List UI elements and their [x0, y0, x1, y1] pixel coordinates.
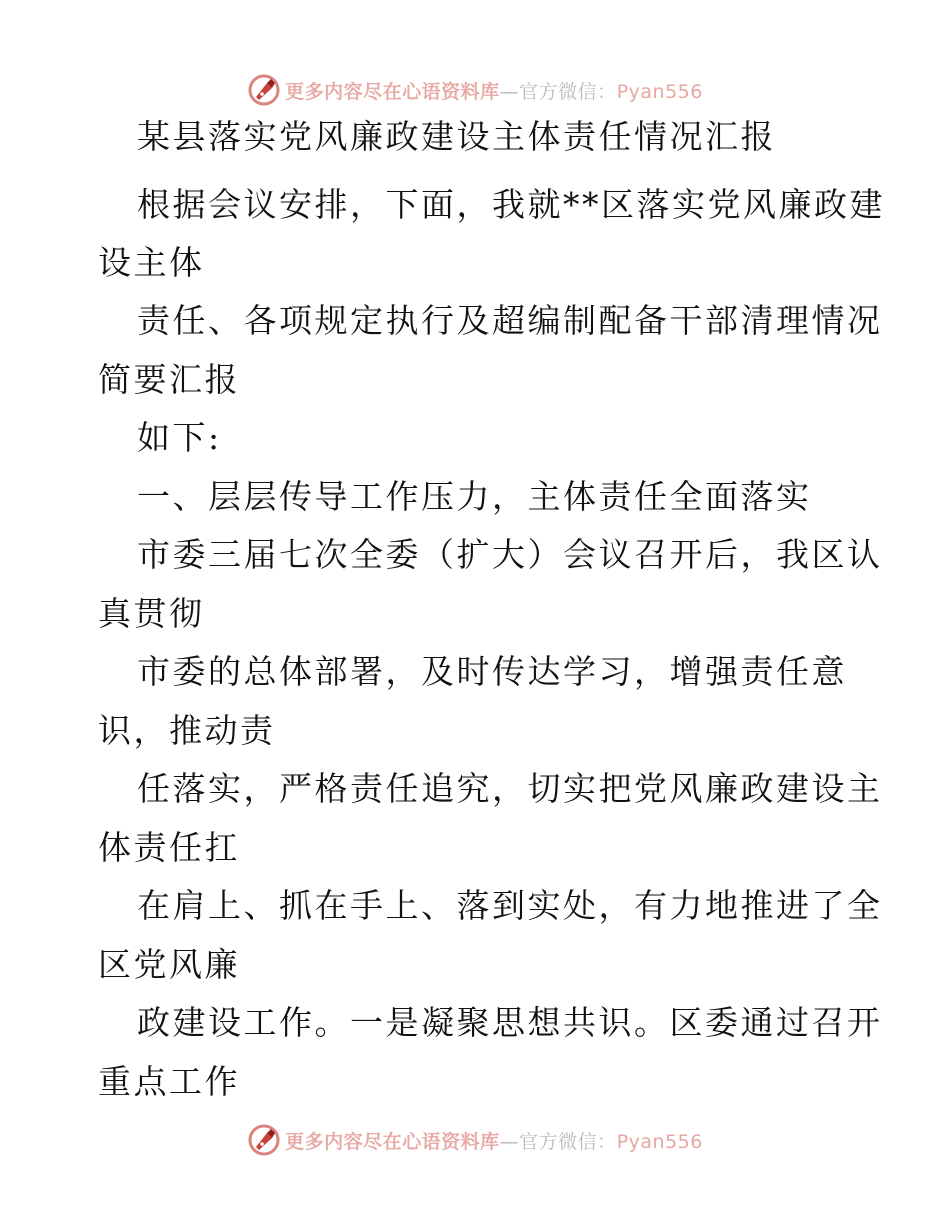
footer-watermark [0, 1120, 950, 1160]
paragraph-line: 区党风廉 [98, 945, 240, 984]
watermark-wechat-id: Pyan556 [616, 80, 703, 103]
watermark-sub-text: 官方微信： [519, 1130, 617, 1153]
paragraph-line: 简要汇报 [98, 360, 240, 399]
watermark-main-text: 更多内容尽在心语资料库 [285, 1130, 500, 1153]
watermark-wechat-id: Pyan556 [616, 1130, 703, 1153]
paragraph-line: 任落实，严格责任追究，切实把党风廉政建设主 [137, 769, 883, 808]
paragraph-line: 市委三届七次全委（扩大）会议召开后，我区认 [137, 535, 883, 574]
paragraph-line: 市委的总体部署，及时传达学习，增强责任意 [137, 652, 847, 691]
paragraph-line: 根据会议安排，下面，我就**区落实党风廉政建 [137, 185, 885, 224]
paragraph-line: 设主体 [98, 243, 205, 282]
paragraph-line: 重点工作 [98, 1062, 240, 1101]
paragraph-line: 政建设工作。一是凝聚思想共识。区委通过召开 [137, 1003, 883, 1042]
pen-nib-icon [247, 1123, 281, 1157]
document-title: 某县落实党风廉政建设主体责任情况汇报 [137, 117, 776, 156]
section-heading: 一、层层传导工作压力，主体责任全面落实 [137, 477, 812, 516]
paragraph-line: 如下: [137, 418, 222, 457]
paragraph-line: 真贯彻 [98, 594, 205, 633]
watermark-separator: — [499, 80, 520, 103]
watermark-sub-text: 官方微信： [519, 80, 617, 103]
watermark-separator: — [499, 1130, 520, 1153]
paragraph-line: 在肩上、抓在手上、落到实处，有力地推进了全 [137, 886, 883, 925]
header-watermark [0, 70, 950, 110]
paragraph-line: 责任、各项规定执行及超编制配备干部清理情况 [137, 301, 883, 340]
paragraph-line: 识，推动责 [98, 711, 276, 750]
watermark-main-text: 更多内容尽在心语资料库 [285, 80, 500, 103]
pen-nib-icon [247, 73, 281, 107]
paragraph-line: 体责任扛 [98, 828, 240, 867]
